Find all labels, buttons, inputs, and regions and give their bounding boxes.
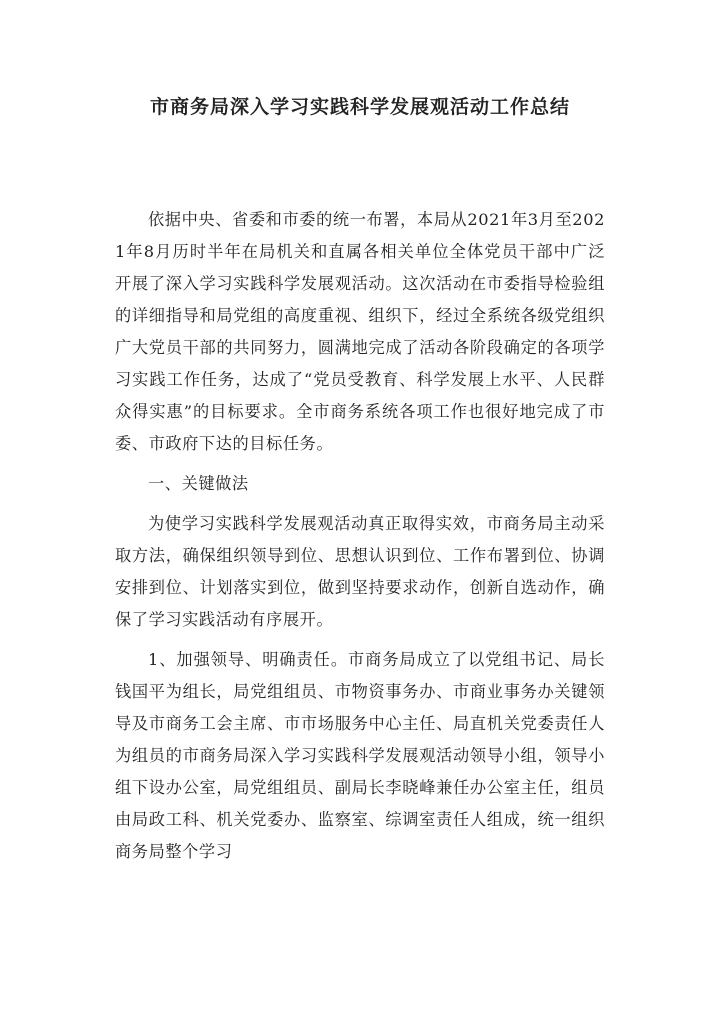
section-heading-key-practices: 一、关键做法 (148, 474, 249, 493)
document-body (115, 204, 605, 868)
paragraph-intro: 依据中央、省委和市委的统一布署，本局从2021年3月至2021年8月历时半年在局机关和直属各相关单位全体党员干部中广泛开展了深入学习实践科学发展观活动。这次活动在市委指导检验组的详细指导和局党组的高度重视、组织下，经过全系统各级党组织广大党员干部的共同努力，圆满地完成了活动各阶段确定的各项学习实践工作任务，达成了“党员受教育、科学发展上水平、人民群众得实惠”的目标要求。全市商务系统各项工作也很好地完成了市委、市政府下达的目标任务。 (115, 210, 605, 453)
paragraph-practices-overview: 为使学习实践科学发展观活动真正取得实效，市商务局主动采取方法，确保组织领导到位、思想认识到位、工作布署到位、协调安排到位、计划落实到位，做到坚持要求动作，创新自选动作，确保了学习实践活动有序展开。 (115, 514, 605, 629)
paragraph-leadership: 1、加强领导、明确责任。市商务局成立了以党组书记、局长钱国平为组长，局党组组员、市物资事务办、市商业事务办关键领导及市商务工会主席、市市场服务中心主任、局直机关党委责任人为组员的市商务局深入学习实践科学发展观活动领导小组，领导小组下设办公室，局党组组员、副局长李晓峰兼任办公室主任，组员由局政工科、机关党委办、监察室、综调室责任人组成，统一组织商务局整个学习 (115, 650, 605, 861)
document-title: 市商务局深入学习实践科学发展观活动工作总结 (149, 96, 570, 118)
